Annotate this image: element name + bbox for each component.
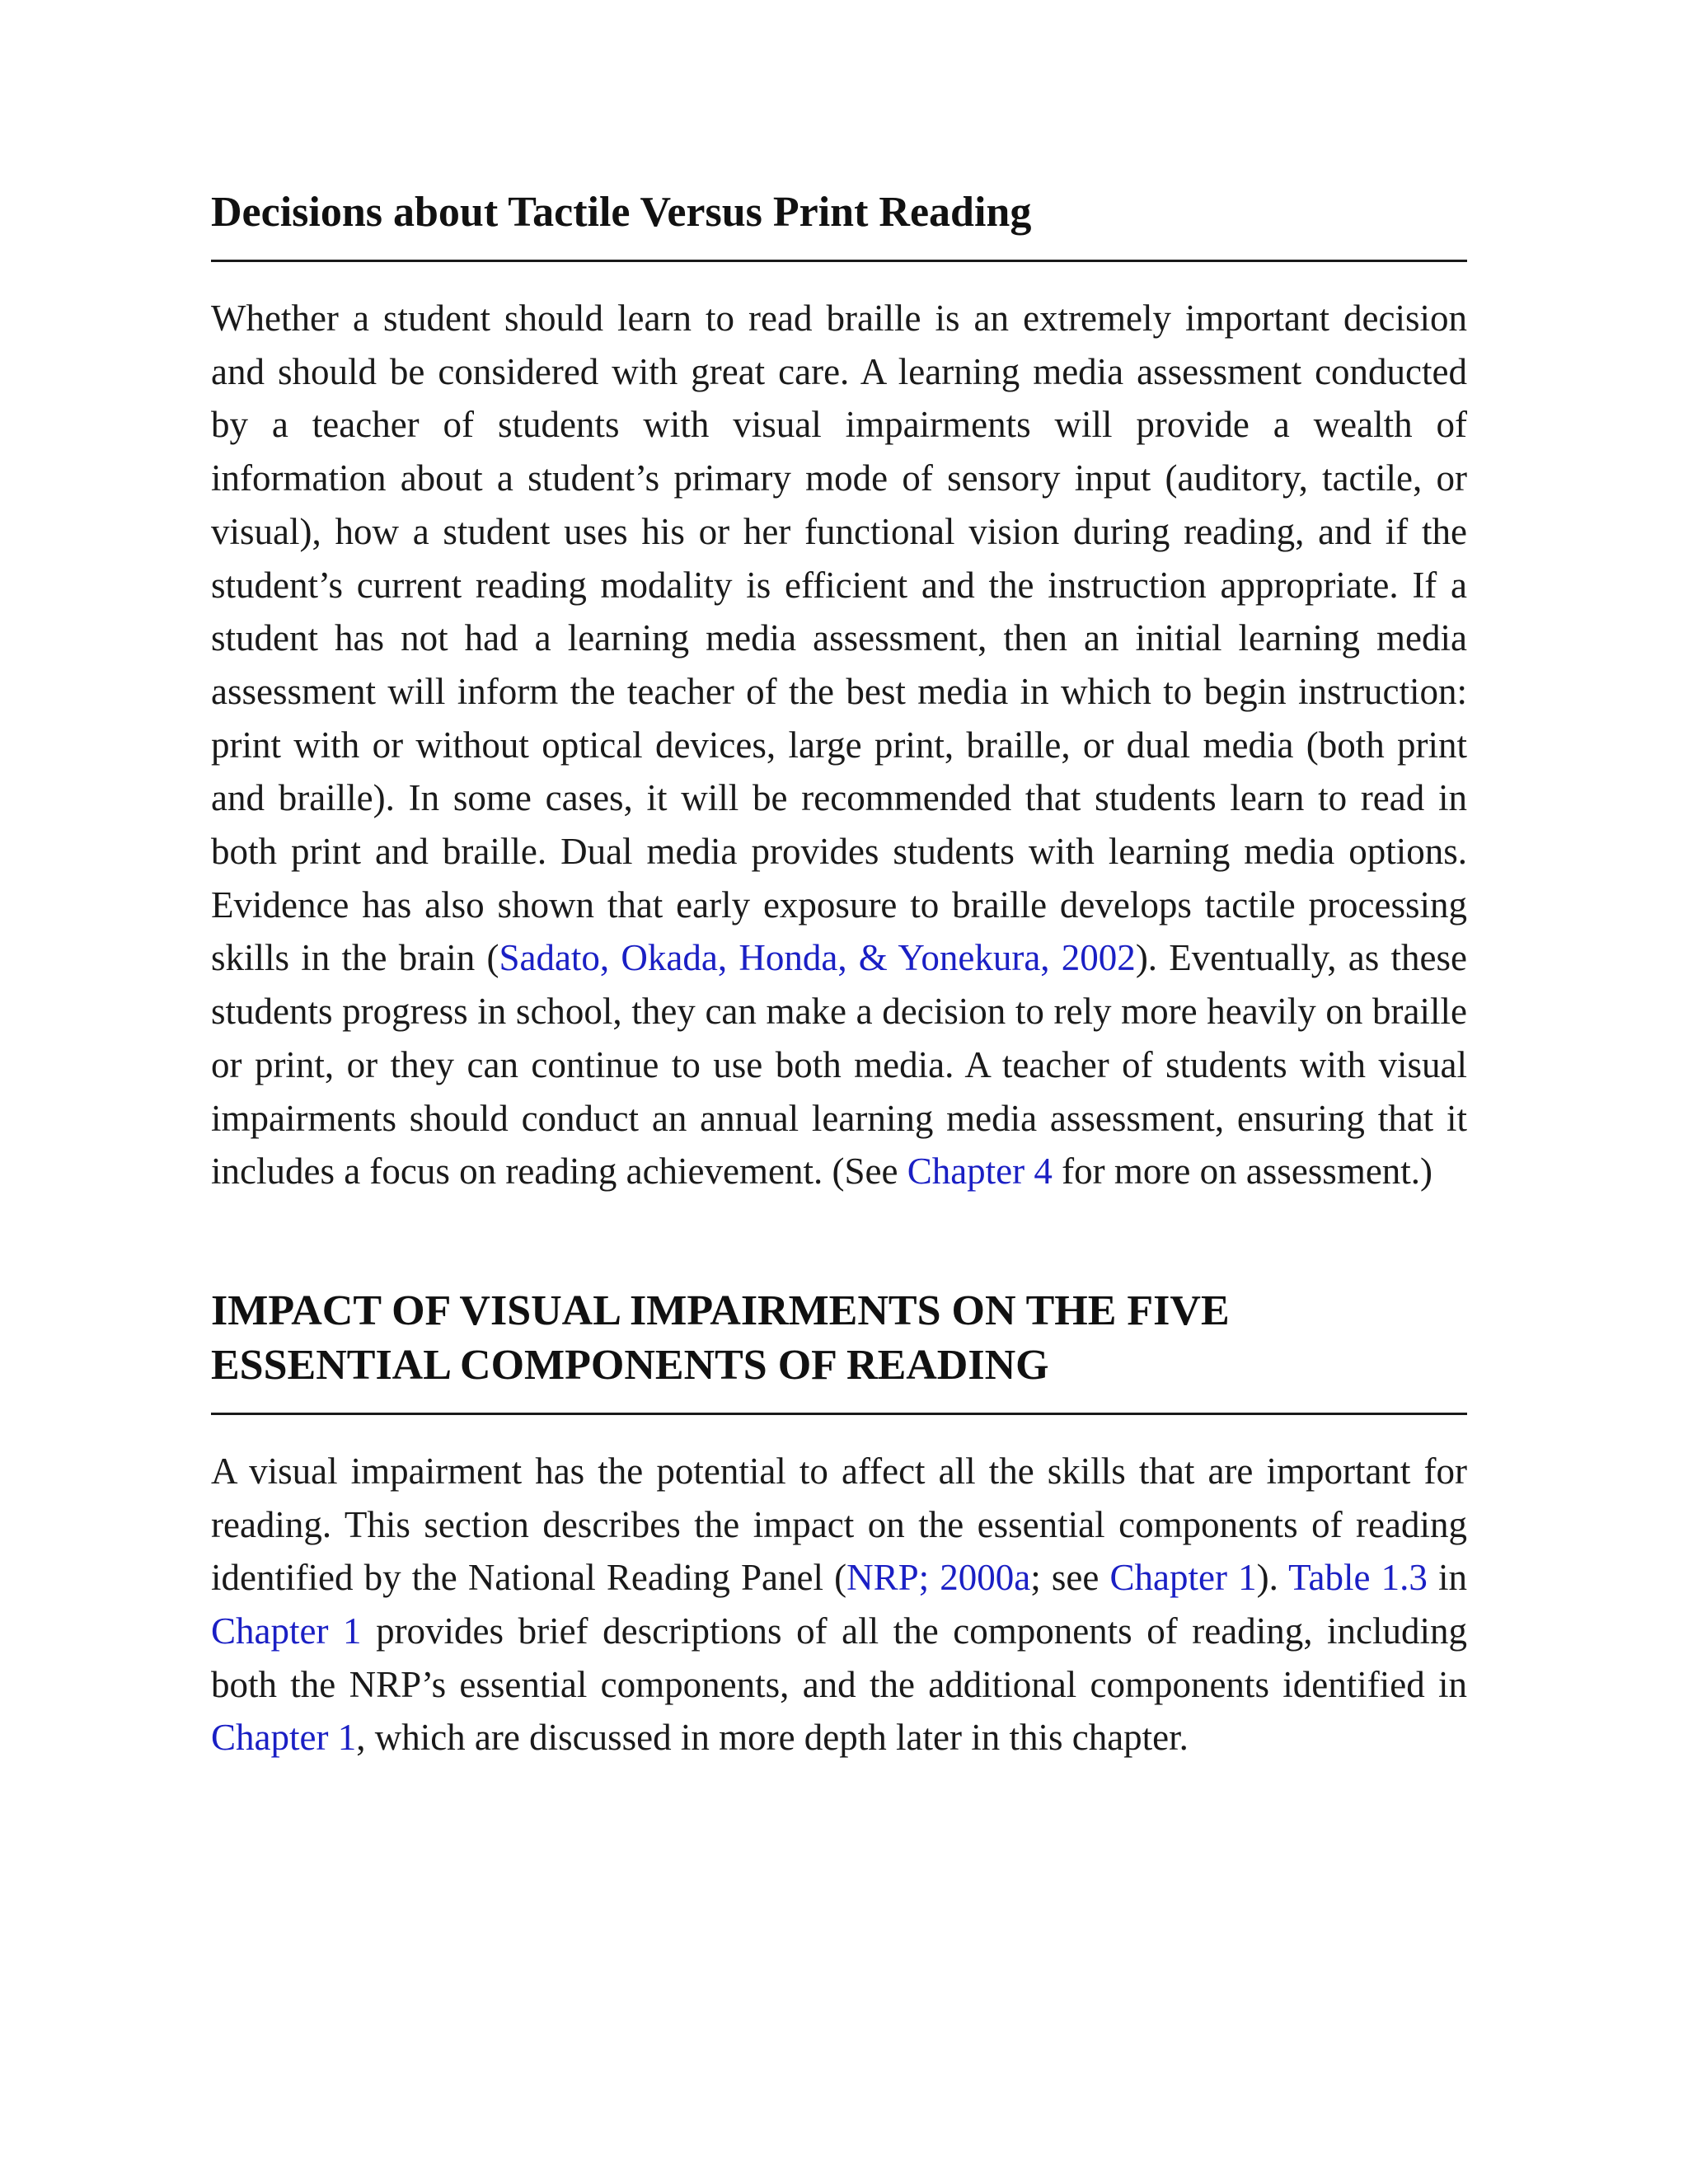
text-run: provides brief descriptions of all the components of reading, including both the NRP’s essential components, and the additional components identified in <box>211 1610 1468 1705</box>
citation-link-sadato-2002[interactable]: Sadato, Okada, Honda, & Yonekura, 2002 <box>499 937 1136 979</box>
text-run: ). Eventually, as these students progress in school, they can make a decision to rely more heavily on braille or print, or they can continue to use both media. A teacher of students with visual impairments should conduct an annual learning media assessment, ensuring that it includes a focus on reading achievement. (See <box>211 937 1467 1193</box>
chapter-1-link[interactable]: Chapter 1 <box>1109 1557 1257 1599</box>
text-run: for more on assessment.) <box>1052 1151 1433 1193</box>
paragraph-impact <box>211 1445 1467 1765</box>
text-run: ; see <box>1030 1557 1110 1599</box>
section-heading-tactile-vs-print: Decisions about Tactile Versus Print Reading <box>211 185 1467 262</box>
text-run: A visual impairment has the potential to affect all the skills that are important for reading. This section describes the impact on the essential components of reading identified by the National Reading Panel ( <box>211 1450 1467 1599</box>
chapter-4-link[interactable]: Chapter 4 <box>907 1151 1053 1193</box>
document-page <box>211 185 1467 1765</box>
table-1-3-link[interactable]: Table 1.3 <box>1288 1557 1428 1599</box>
citation-link-nrp-2000a[interactable]: NRP; 2000a <box>846 1557 1031 1599</box>
paragraph-tactile-vs-print <box>211 292 1467 1198</box>
section-heading-impact-of-visual-impairments: IMPACT OF VISUAL IMPAIRMENTS ON THE FIVE ESSENTIAL COMPONENTS OF READING <box>211 1284 1467 1415</box>
chapter-1-link[interactable]: Chapter 1 <box>211 1610 362 1652</box>
section-spacer <box>211 1198 1467 1284</box>
text-run: Whether a student should learn to read braille is an extremely important decision and should be considered with great care. A learning media assessment conducted by a teacher of students with visual impairments will provide a wealth of information about a student’s primary mode of sensory input (auditory, tactile, or visual), how a student uses his or her functional vision during reading, and if the student’s current reading modality is efficient and the instruction appropriate. If a student has not had a learning media assessment, then an initial learning media assessment will inform the teacher of the best media in which to begin instruction: print with or without optical devices, large print, braille, or dual media (both print and braille). In some cases, it will be recommended that students learn to read in both print and braille. Dual media provides students with learning media options. Evidence has also shown that early exposure to braille develops tactile processing skills in the brain ( <box>211 298 1467 979</box>
text-run: , which are discussed in more depth later in this chapter. <box>356 1717 1189 1759</box>
text-run: in <box>1427 1557 1467 1599</box>
chapter-1-link[interactable]: Chapter 1 <box>211 1717 357 1759</box>
text-run: ). <box>1256 1557 1289 1599</box>
